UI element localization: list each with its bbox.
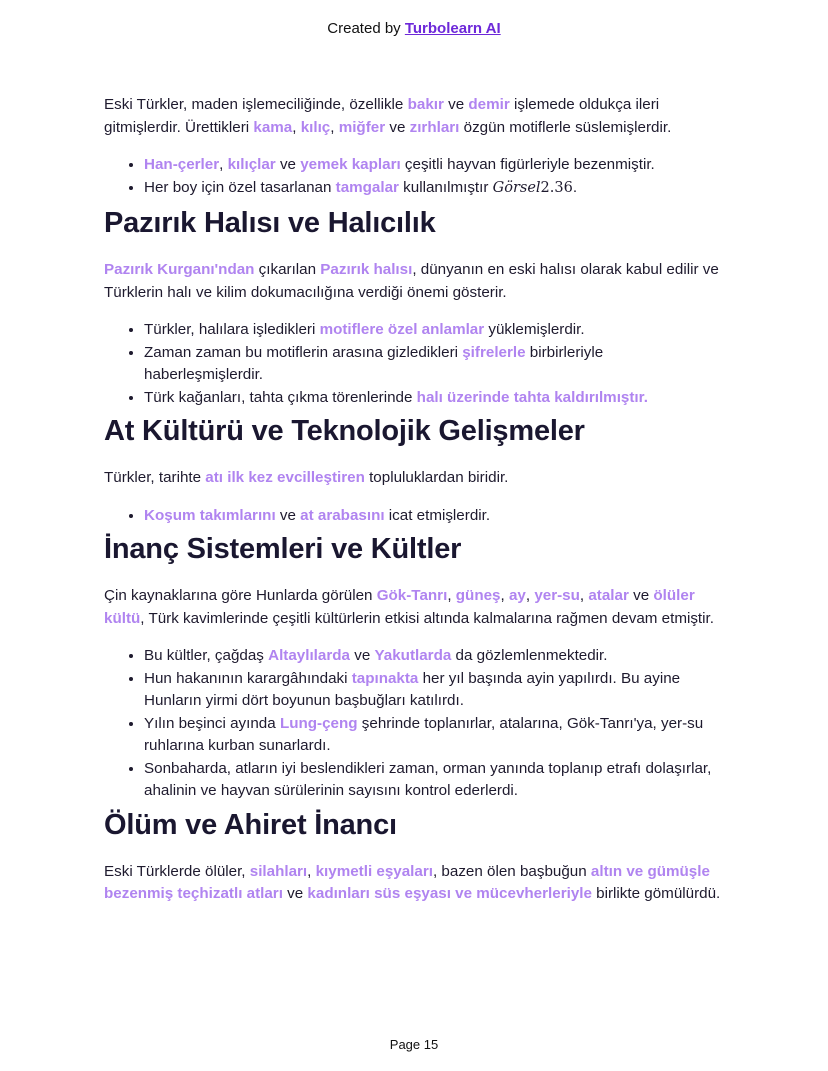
credit-prefix: Created by	[327, 20, 405, 37]
highlighted-term: kıymetli eşyaları	[315, 862, 433, 880]
text-span: birbirleriyle haberleşmişlerdir.	[144, 343, 604, 383]
highlighted-term: kama	[253, 118, 293, 136]
list-item	[144, 387, 724, 410]
text-span: Her boy için özel tasarlanan	[144, 178, 336, 196]
text-span: şehrinde toplanırlar, atalarına, Gök-Tanrı'ya, yer-su ruhlarına kurban sunarlardı.	[144, 714, 704, 754]
text-span: ve	[275, 506, 301, 524]
highlighted-term: tamgalar	[335, 178, 399, 196]
text-span: ,	[292, 118, 301, 136]
text-span: , dünyanın en eski halısı olarak kabul edilir ve Türklerin halı ve kilim dokumacılığına verdiği önemi gösterir.	[104, 261, 719, 301]
text-span: çıkarılan	[254, 261, 321, 278]
text-span: ,	[330, 118, 339, 136]
list-item	[144, 645, 724, 668]
highlighted-term: kılıçlar	[227, 156, 276, 173]
highlighted-term: atalar	[588, 587, 629, 604]
section-heading-at-kulturu: At Kültürü ve Teknolojik Gelişmeler	[104, 415, 585, 447]
text-span: Türk kağanları, tahta çıkma törenlerinde	[144, 388, 417, 406]
list-item	[144, 505, 724, 528]
text-span: işlemede oldukça ileri gitmişlerdir. Ürettikleri	[104, 96, 660, 136]
text-span: Türkler, halılara işledikleri	[144, 321, 320, 338]
inanc-list	[104, 645, 724, 803]
text-span: ,	[579, 587, 589, 604]
text-span: Sonbaharda, atların iyi beslendikleri zaman, orman yanında toplanıp etrafı dolaşırlar, ahalinin ve hayvan sürülerinin sayısını kontrol ederlerdi.	[144, 759, 712, 799]
highlighted-term: şifrelerle	[462, 343, 526, 361]
highlighted-term: güneş	[455, 587, 501, 604]
highlighted-term: altın ve gümüşle bezenmiş teçhizatlı atları	[104, 862, 710, 902]
page-number: Page 15	[389, 1037, 439, 1052]
section-paragraph	[104, 467, 724, 490]
highlighted-term: yemek kapları	[300, 156, 401, 173]
list-item	[144, 319, 724, 342]
text-span: ve	[275, 156, 301, 173]
text-span: ve	[385, 118, 410, 136]
at-kulturu-list	[104, 505, 724, 528]
list-item	[144, 342, 724, 387]
text-span: ,	[525, 587, 535, 604]
highlighted-term: kadınları süs eşyası ve mücevherleriyle	[307, 885, 592, 902]
text-span: da gözlemlenmektedir.	[451, 647, 608, 664]
text-span: Eski Türklerde ölüler,	[104, 862, 250, 880]
text-span: ve	[443, 96, 469, 113]
section-paragraph	[104, 259, 724, 304]
math-reference	[493, 180, 573, 196]
highlighted-term: Yakutlarda	[374, 647, 452, 664]
text-span: ,	[219, 156, 228, 173]
text-span: Eski Türkler, maden işlemeciliğinde, özellikle	[104, 96, 408, 113]
text-span: özgün motiflerle süslemişlerdir.	[459, 118, 672, 136]
section-heading-inanc: İnanç Sistemleri ve Kültler	[104, 533, 462, 565]
text-span: ve	[350, 647, 375, 664]
highlighted-term: motiflere özel anlamlar	[319, 321, 485, 338]
highlighted-term: atı ilk kez evcilleştiren	[205, 469, 365, 486]
highlighted-term: Koşum takımlarını	[144, 506, 276, 524]
text-span: Hun hakanının karargâhındaki	[144, 669, 352, 687]
text-span: birlikte gömülürdü.	[591, 885, 721, 902]
text-span: kullanılmıştır	[398, 178, 493, 196]
text-span: , bazen ölen başbuğun	[432, 862, 591, 880]
highlighted-term: ay	[508, 587, 526, 604]
intro-paragraph	[104, 94, 724, 139]
highlighted-term: ölüler kültü	[104, 587, 695, 627]
highlighted-term: Altaylılarda	[268, 647, 350, 664]
text-span: icat etmişlerdir.	[384, 506, 491, 524]
text-span: topluluklardan biridir.	[364, 469, 509, 486]
section-paragraph	[104, 861, 724, 906]
section-heading-olum: Ölüm ve Ahiret İnancı	[104, 808, 397, 841]
text-span: yüklemişlerdir.	[484, 321, 585, 338]
highlighted-term: yer-su	[534, 587, 580, 604]
list-item	[144, 154, 724, 177]
intro-list	[104, 154, 724, 199]
highlighted-term: kılıç	[300, 118, 331, 136]
text-span: çeşitli hayvan figürleriyle bezenmiştir.	[400, 156, 655, 173]
section-paragraph	[104, 585, 724, 630]
list-item	[144, 668, 724, 713]
highlighted-term: Han-çerler	[144, 156, 220, 173]
text-span: ,	[500, 587, 509, 604]
highlighted-term: silahları	[249, 862, 308, 880]
text-span: Bu kültler, çağdaş	[144, 647, 269, 664]
list-item	[144, 758, 724, 803]
text-span: ,	[447, 587, 456, 604]
list-item	[144, 177, 724, 200]
list-item	[144, 713, 724, 758]
highlighted-term: at arabasını	[300, 506, 385, 524]
text-span: .	[572, 178, 578, 196]
pazirik-list	[104, 319, 724, 409]
highlighted-term: halı üzerinde tahta kaldırılmıştır.	[416, 388, 648, 406]
highlighted-term: bakır	[407, 96, 444, 113]
text-span: Zaman zaman bu motiflerin arasına gizledikleri	[144, 343, 463, 361]
text-span: ve	[628, 587, 654, 604]
text-span: Görsel	[492, 179, 541, 196]
document-content	[104, 94, 724, 906]
turbolearn-link[interactable]: Turbolearn AI	[404, 20, 501, 37]
text-span: Çin kaynaklarına göre Hunlarda görülen	[104, 587, 377, 604]
text-span: ,	[307, 862, 316, 880]
header-credit	[0, 20, 828, 37]
highlighted-term: Lung-çeng	[279, 714, 358, 732]
text-span: , Türk kavimlerinde çeşitli kültürlerin etkisi altında kalmalarına rağmen devam etmiştir.	[140, 609, 714, 627]
highlighted-term: miğfer	[338, 118, 386, 136]
highlighted-term: Pazırık Kurganı'ndan	[104, 261, 255, 278]
section-heading-pazirik: Pazırık Halısı ve Halıcılık	[104, 207, 436, 239]
text-span: ve	[282, 885, 308, 902]
text-span: Türkler, tarihte	[104, 469, 206, 486]
text-span: Yılın beşinci ayında	[144, 714, 280, 732]
highlighted-term: Pazırık halısı	[320, 261, 413, 278]
text-span: 2.36	[540, 179, 573, 196]
text-span: her yıl başında ayin yapılırdı. Bu ayine Hunların yirmi dört boyunun başbuğları katılırdı.	[144, 669, 681, 709]
highlighted-term: Gök-Tanrı	[376, 587, 448, 604]
highlighted-term: tapınakta	[351, 669, 419, 687]
highlighted-term: zırhları	[409, 118, 460, 136]
highlighted-term: demir	[468, 96, 510, 113]
